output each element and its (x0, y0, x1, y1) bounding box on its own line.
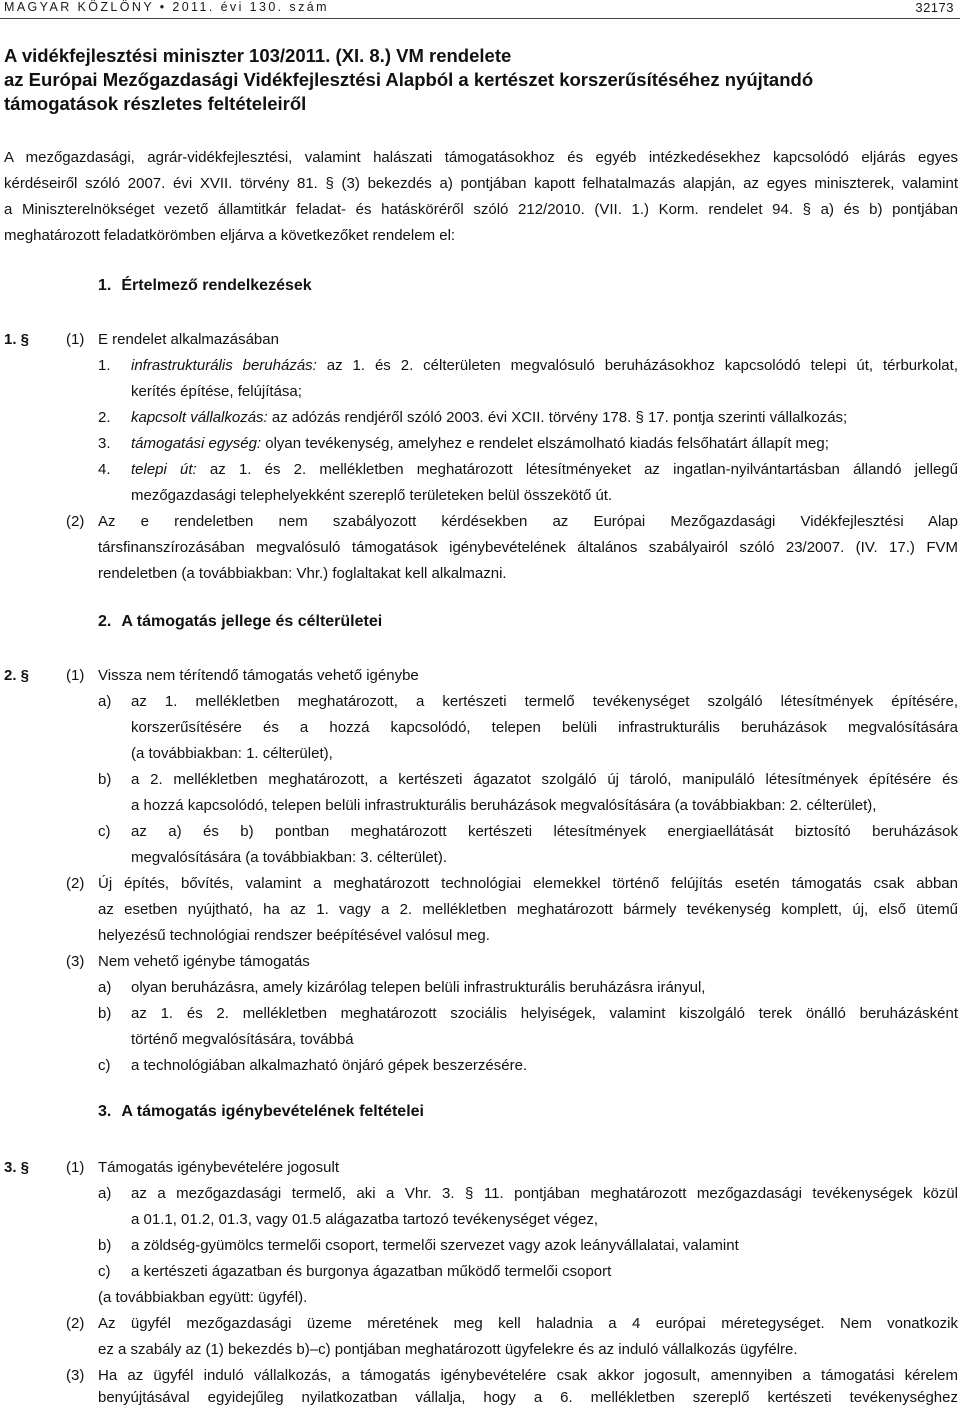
paragraph-line: társfinanszírozásában megvalósuló támogatások igénybevételének általános szabályairól szóló 23/2007. (IV. 17.) FVM (98, 539, 958, 556)
page-header (0, 0, 960, 18)
paragraph-line: ez a szabály az (1) bekezdés b)–c) pontjában meghatározott ügyfelekre és az induló vállalkozás ügyfélre. (98, 1341, 798, 1358)
item-number: 4. (98, 461, 111, 478)
title-line: A vidékfejlesztési miniszter 103/2011. (XI. 8.) VM rendelete (4, 45, 512, 66)
chapter-title: A támogatás jellege és célterületei (121, 613, 383, 630)
item-line: (a továbbiakban: 1. célterület), (131, 745, 333, 762)
item-line: megvalósítására (a továbbiakban: 3. célterület). (131, 849, 448, 866)
defined-term: infrastrukturális beruházás: (131, 357, 317, 374)
paragraph-line: Az ügyfél mezőgazdasági üzeme méretének meg kell haladnia a 4 európai méretegységet. Nem vonatkozik (98, 1315, 958, 1332)
item-line: korszerűsítésére és a hozzá kapcsolódó, telepen belüli infrastrukturális beruházások megvalósítására (131, 719, 958, 736)
chapter-heading (98, 277, 322, 295)
paragraph-number: (3) (66, 953, 85, 970)
item-letter: b) (98, 771, 112, 788)
paragraph-line: az esetben nyújtható, ha az 1. vagy a 2. mellékletben meghatározott bármely tevékenység komplett, új, első ütemű (98, 901, 958, 918)
item-letter: b) (98, 1237, 112, 1254)
page-number: 32173 (915, 0, 954, 15)
item-line: az 1. és 2. mellékletben meghatározott szociális helyiségek, valamint kiszolgáló terek önálló beruházásként (131, 1005, 958, 1022)
paragraph-line: benyújtásával egyidejűleg nyilatkozatban vállalja, hogy a 6. mellékletben szereplő kertészeti tevékenységhez (98, 1389, 958, 1406)
definition-line (131, 405, 847, 431)
item-letter: c) (98, 1057, 111, 1074)
paragraph-line: rendeletben (a továbbiakban: Vhr.) foglaltakat kell alkalmazni. (98, 565, 507, 582)
item-line: az a) és b) pontban meghatározott kertészeti létesítmények energiaellátását biztosító beruházások (131, 823, 958, 840)
paragraph-line: Az e rendeletben nem szabályozott kérdésekben az Európai Mezőgazdasági Vidékfejlesztési Alap (98, 513, 958, 530)
preamble-line: meghatározott feladatkörömben eljárva a következőket rendelem el: (4, 227, 456, 244)
item-line: az 1. mellékletben meghatározott, a kertészeti termelő tevékenységet szolgáló létesítmények építésére, (131, 693, 958, 710)
preamble-line: A mezőgazdasági, agrár-vidékfejlesztési, valamint halászati támogatásokhoz és egyéb intézkedésekhez kapcsolódó eljárás egyes (4, 149, 958, 166)
journal-title: MAGYAR KÖZLÖNY • 2011. évi 130. szám (4, 0, 329, 14)
definition-text: olyan tevékenység, amelyhez e rendelet elszámolható kiadás felsőhatárt állapít meg; (261, 435, 829, 452)
section-number: 3. § (4, 1159, 30, 1176)
definition-line (131, 431, 829, 457)
defined-term: telepi út: (131, 461, 197, 478)
paragraph-text: Vissza nem térítendő támogatás vehető igénybe (98, 667, 419, 684)
item-letter: a) (98, 693, 112, 710)
title-line: támogatások részletes feltételeiről (4, 93, 307, 114)
item-line: a hozzá kapcsolódó, telepen belüli infrastrukturális beruházások megvalósítására (a továbbiakban: 2. célterület), (131, 797, 877, 814)
item-line: a 2. mellékletben meghatározott, a kertészeti ágazatot szolgáló új tároló, manipuláló létesítmények építésére és (131, 771, 958, 788)
item-number: 1. (98, 357, 111, 374)
chapter-number: 3. (98, 1103, 112, 1120)
chapter-heading (98, 613, 392, 631)
definition-line (131, 353, 958, 379)
preamble-line: kérdéseiről szóló 2007. évi XVII. törvény 81. § (3) bekezdés a) pontjában kapott felhatalmazás alapján, az egyes miniszterek, valamint (4, 175, 958, 192)
item-line: az a mezőgazdasági termelő, aki a Vhr. 3. § 11. pontjában meghatározott mezőgazdasági tevékenységek közül (131, 1185, 958, 1202)
chapter-title: Értelmező rendelkezések (121, 277, 312, 294)
item-letter: c) (98, 823, 111, 840)
paragraph-number: (1) (66, 667, 85, 684)
item-line: a 01.1, 01.2, 01.3, vagy 01.5 alágazatba tartozó tevékenységet végez, (131, 1211, 598, 1228)
paragraph-text: Nem vehető igénybe támogatás (98, 953, 310, 970)
item-line: a zöldség-gyümölcs termelői csoport, termelői szervezet vagy azok leányvállalatai, valamint (131, 1237, 739, 1254)
item-line: a kertészeti ágazatban és burgonya ágazatban működő termelői csoport (131, 1263, 612, 1280)
paragraph-number: (2) (66, 875, 85, 892)
section-number: 1. § (4, 331, 30, 348)
item-line: a technológiában alkalmazható önjáró gépek beszerzésére. (131, 1057, 528, 1074)
paragraph-number: (2) (66, 1315, 85, 1332)
paragraph-number: (3) (66, 1367, 85, 1384)
chapter-number: 2. (98, 613, 112, 630)
defined-term: kapcsolt vállalkozás: (131, 409, 268, 426)
paragraph-line: helyezésű technológiai rendszer beépítésével valósul meg. (98, 927, 490, 944)
paragraph-text: Támogatás igénybevételére jogosult (98, 1159, 339, 1176)
paragraph-line: Új építés, bővítés, valamint a meghatározott technológiai elemekkel történő felújítás esetén támogatás csak abban (98, 875, 958, 892)
item-letter: b) (98, 1005, 112, 1022)
definition-text: az adózás rendjéről szóló 2003. évi XCII. törvény 178. § 17. pontja szerinti vállalkozás; (267, 409, 848, 426)
item-line: olyan beruházásra, amely kizárólag telepen belüli infrastrukturális beruházásra irányul, (131, 979, 706, 996)
title-line: az Európai Mezőgazdasági Vidékfejlesztési Alapból a kertészet korszerűsítéséhez nyújtandó (4, 69, 814, 90)
item-number: 2. (98, 409, 111, 426)
item-number: 3. (98, 435, 111, 452)
defined-term: támogatási egység: (131, 435, 262, 452)
paragraph-text: E rendelet alkalmazásában (98, 331, 279, 348)
definition-line (131, 457, 958, 483)
paragraph-number: (2) (66, 513, 85, 530)
paragraph-line: Ha az ügyfél induló vállalkozás, a támogatás igénybevételére csak akkor jogosult, amennyiben a támogatási kérelem (98, 1367, 958, 1384)
preamble-line: a Miniszterelnökséget vezető államtitkár feladat- és hatásköréről szóló 212/2010. (VII. 1.) Korm. rendelet 94. § a) és b) pontjában (4, 201, 958, 218)
paragraph-number: (1) (66, 1159, 85, 1176)
paragraph-number: (1) (66, 331, 85, 348)
item-letter: a) (98, 979, 112, 996)
chapter-heading (98, 1103, 434, 1121)
header-divider (0, 18, 960, 19)
chapter-title: A támogatás igénybevételének feltételei (121, 1103, 424, 1120)
definition-text: az 1. és 2. célterületen megvalósuló beruházásokhoz kapcsolódó telepi út, térburkolat, (316, 357, 958, 374)
definition-line: kerítés építése, felújítása; (131, 383, 302, 400)
definition-text: az 1. és 2. mellékletben meghatározott létesítményeket az ingatlan-nyilvántartásban állandó jellegű (196, 461, 958, 478)
chapter-number: 1. (98, 277, 112, 294)
definition-line: mezőgazdasági telephelyekként szereplő területeken belül összekötő út. (131, 487, 613, 504)
section-number: 2. § (4, 667, 30, 684)
document-title (4, 44, 954, 116)
paragraph-line: (a továbbiakban együtt: ügyfél). (98, 1289, 308, 1306)
item-letter: a) (98, 1185, 112, 1202)
item-letter: c) (98, 1263, 111, 1280)
item-line: történő megvalósítására, továbbá (131, 1031, 354, 1048)
